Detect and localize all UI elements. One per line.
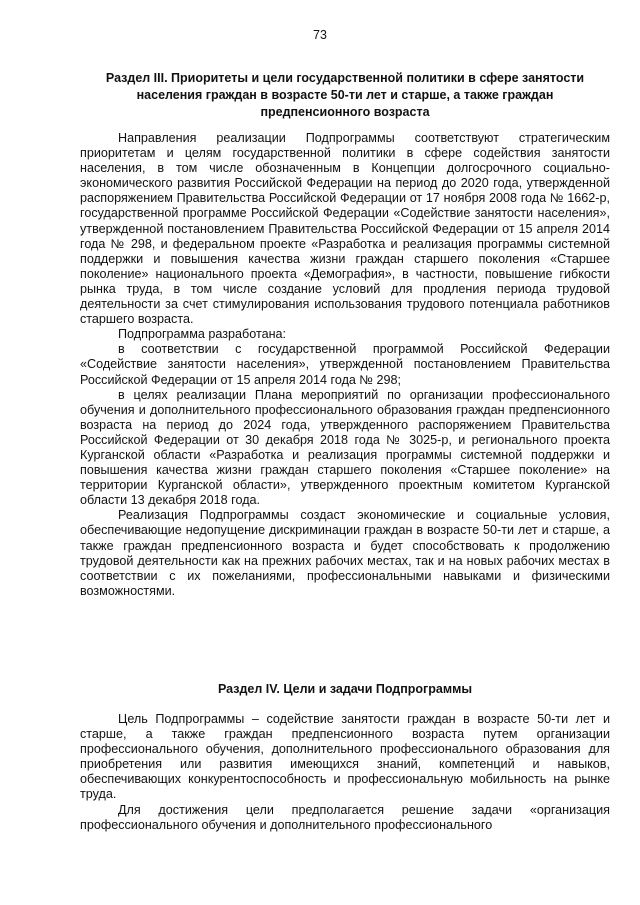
section-3-paragraph-1: Направления реализации Подпрограммы соответствуют стратегическим приоритетам и целям государственной политики в сфере содействия занятости населения, в том числе обозначенным в Концепции долгосрочного социально-экономического развития Российской Федерации на период до 2020 года, утвержденной распоряжением Правительства Российской Федерации от 17 ноября 2008 года № 1662-р, государственной программе Российской Федерации «Содействие занятости населения», утвержденной постановлением Правительства Российской Федерации от 15 апреля 2014 года № 298, и федеральном проекте «Разработка и реализация программы системной поддержки и повышения качества жизни граждан старшего поколения «Старшее поколение» национального проекта «Демография», в частности, повышение гибкости рынка труда, в том числе создание условий для продления периода трудовой деятельности за счет стимулирования использования трудового потенциала работников старшего возраста. [80, 131, 610, 327]
section-4-body [80, 712, 610, 833]
section-3-paragraph-3: в соответствии с государственной программой Российской Федерации «Содействие занятости населения», утвержденной постановлением Правительства Российской Федерации от 15 апреля 2014 года № 298; [80, 342, 610, 387]
section-3-heading-line-3: предпенсионного возраста [260, 105, 430, 119]
section-3-paragraph-4: в целях реализации Плана мероприятий по организации профессионального обучения и дополнительного профессионального образования граждан предпенсионного возраста на период до 2024 года, утвержденного распоряжением Правительства Российской Федерации от 30 декабря 2018 года № 3025-р, и регионального проекта Курганской области «Разработка и реализация программы системной поддержки и повышения качества жизни граждан старшего поколения «Старшее поколение» на территории Курганской области», утвержденного проектным комитетом Курганской области 13 декабря 2018 года. [80, 387, 610, 508]
section-4-paragraph-1: Цель Подпрограммы – содействие занятости граждан в возрасте 50-ти лет и старше, а также граждан предпенсионного возраста путем организации профессионального обучения, дополнительного профессионального образования для приобретения или развития имеющихся знаний, компетенций и навыков, обеспечивающих конкурентоспособность и профессиональную мобильность на рынке труда. [80, 712, 610, 802]
section-4-heading: Раздел IV. Цели и задачи Подпрограммы [217, 682, 473, 696]
section-3-body [80, 131, 610, 599]
section-3-heading [80, 70, 610, 121]
section-3-heading-line-2: населения граждан в возрасте 50-ти лет и старше, а также граждан [136, 88, 554, 102]
section-3-heading-line-1: Раздел III. Приоритеты и цели государственной политики в сфере занятости [105, 71, 585, 85]
section-3-paragraph-2: Подпрограмма разработана: [118, 327, 287, 342]
page-number: 73 [313, 28, 327, 42]
section-3-paragraph-5: Реализация Подпрограммы создаст экономические и социальные условия, обеспечивающие недопущение дискриминации граждан в возрасте 50-ти лет и старше, а также граждан предпенсионного возраста и будет способствовать к продолжению трудовой деятельности как на прежних рабочих местах, так и на новых рабочих местах в соответствии с их пожеланиями, профессиональными навыками и физическими возможностями. [80, 508, 610, 598]
section-4-paragraph-2: Для достижения цели предполагается решение задачи «организация профессионального обучения и дополнительного профессионального [80, 802, 610, 832]
